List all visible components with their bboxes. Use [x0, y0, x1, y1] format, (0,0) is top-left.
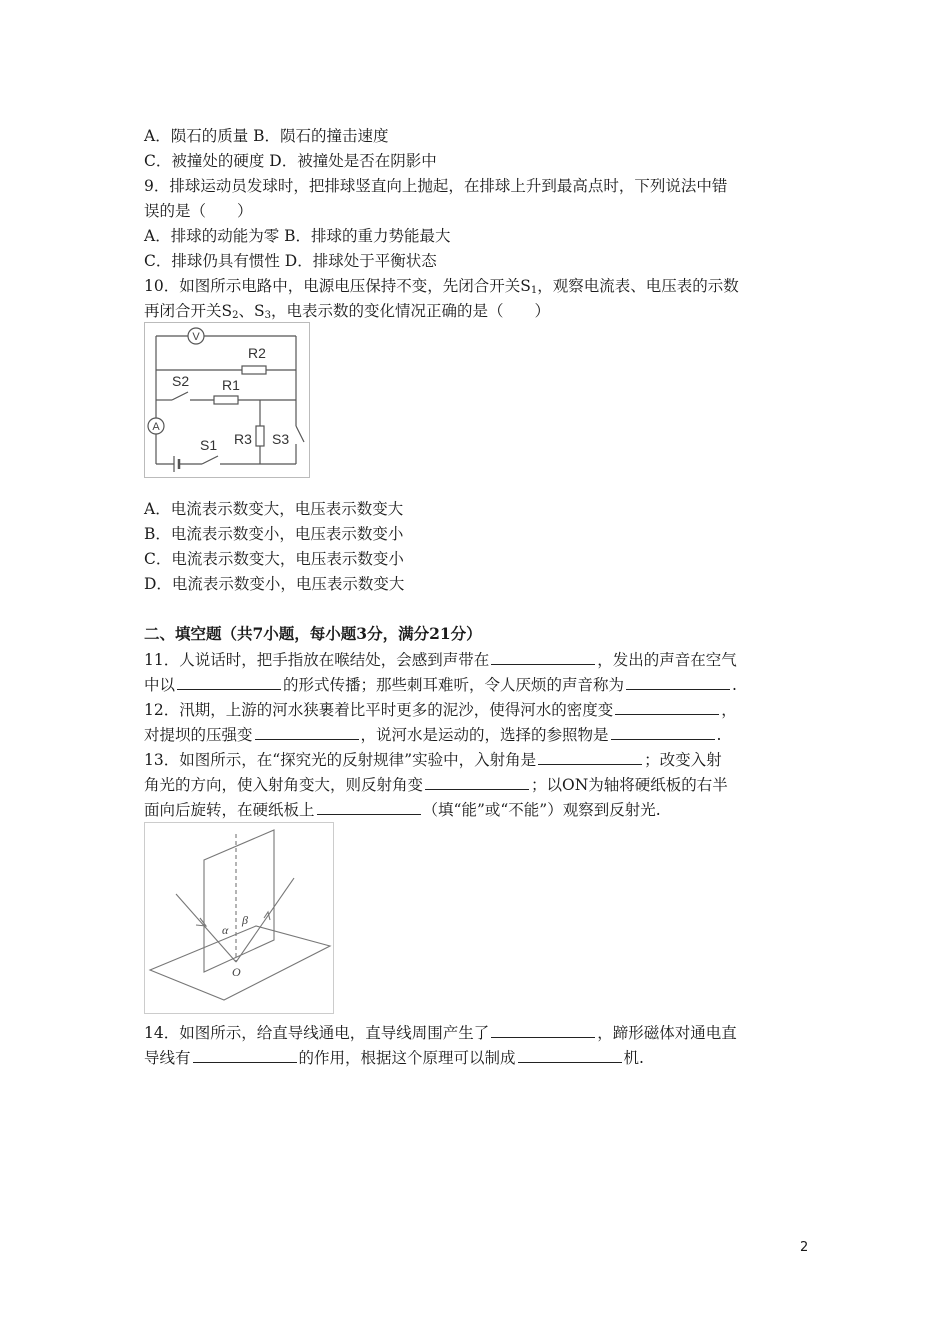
- answer-blank[interactable]: [538, 749, 642, 765]
- q8-options-cd: C．被撞处的硬度 D．被撞处是否在阴影中: [144, 152, 437, 170]
- answer-blank[interactable]: [491, 649, 595, 665]
- answer-blank[interactable]: [193, 1047, 297, 1063]
- q14-line2: 导线有 的作用，根据这个原理可以制成 机.: [144, 1049, 644, 1067]
- r3-label: R3: [234, 431, 252, 447]
- q13-line3: 面向后旋转，在硬纸板上 （填“能”或“不能”）观察到反射光.: [144, 801, 661, 819]
- answer-blank[interactable]: [255, 724, 359, 740]
- answer-blank[interactable]: [611, 724, 715, 740]
- answer-blank[interactable]: [615, 699, 719, 715]
- answer-blank[interactable]: [491, 1022, 595, 1038]
- q8-options-ab: A．陨石的质量 B．陨石的撞击速度: [144, 127, 389, 145]
- voltmeter-label: V: [192, 331, 200, 343]
- q10-option-d: D．电流表示数变小，电压表示数变大: [144, 575, 405, 593]
- q11-line1: 11．人说话时，把手指放在喉结处，会感到声带在 ，发出的声音在空气: [144, 651, 737, 669]
- q9-stem-line2: 误的是（ ）: [144, 202, 253, 220]
- alpha-label: α: [222, 923, 229, 937]
- q14-line1: 14．如图所示，给直导线通电，直导线周围产生了 ，蹄形磁体对通电直: [144, 1024, 737, 1042]
- q10-stem-line2: 再闭合开关$S_2$、$S_3$，电表示数的变化情况正确的是（ ）: [144, 302, 551, 321]
- reflection-diagram: [144, 822, 334, 1014]
- q13-line1: 13．如图所示，在“探究光的反射规律”实验中，入射角是 ；改变入射: [144, 751, 722, 769]
- answer-blank[interactable]: [177, 674, 281, 690]
- q9-stem-line1: 9．排球运动员发球时，把排球竖直向上抛起，在排球上升到最高点时，下列说法中错: [144, 177, 728, 195]
- s2-label: S2: [172, 373, 190, 389]
- ammeter-label: A: [152, 421, 160, 433]
- section2-title: 二、填空题（共7小题，每小题3分，满分21分）: [144, 624, 482, 643]
- answer-blank[interactable]: [518, 1047, 622, 1063]
- s3-label: S3: [272, 431, 290, 447]
- s1-label: S1: [200, 437, 218, 453]
- q10-option-b: B．电流表示数变小，电压表示数变小: [144, 525, 404, 543]
- answer-blank[interactable]: [626, 674, 730, 690]
- beta-label: β: [242, 913, 248, 927]
- point-o-label: O: [232, 965, 241, 979]
- q10-stem-line1: 10．如图所示电路中，电源电压保持不变，先闭合开关$S_1$，观察电流表、电压表的示数: [144, 277, 739, 296]
- q10-option-c: C．电流表示数变大，电压表示数变小: [144, 550, 404, 568]
- q11-line2: 中以 的形式传播；那些刺耳难听，令人厌烦的声音称为 .: [144, 676, 737, 694]
- q9-options-cd: C．排球仍具有惯性 D．排球处于平衡状态: [144, 252, 437, 270]
- q12-line1: 12．汛期，上游的河水狭裹着比平时更多的泥沙，使得河水的密度变 ，: [144, 701, 737, 719]
- q10-option-a: A．电流表示数变大，电压表示数变大: [144, 500, 404, 518]
- q9-options-ab: A．排球的动能为零 B．排球的重力势能最大: [144, 227, 451, 245]
- answer-blank[interactable]: [317, 799, 421, 815]
- r1-label: R1: [222, 377, 240, 393]
- r2-label: R2: [248, 345, 266, 361]
- q13-line2: 角光的方向，使入射角变大，则反射角变 ；以ON为轴将硬纸板的右半: [144, 776, 728, 794]
- circuit-diagram: [144, 322, 310, 478]
- answer-blank[interactable]: [425, 774, 529, 790]
- q12-line2: 对提坝的压强变 ，说河水是运动的，选择的参照物是 .: [144, 726, 722, 744]
- page-number: 2: [800, 1240, 809, 1255]
